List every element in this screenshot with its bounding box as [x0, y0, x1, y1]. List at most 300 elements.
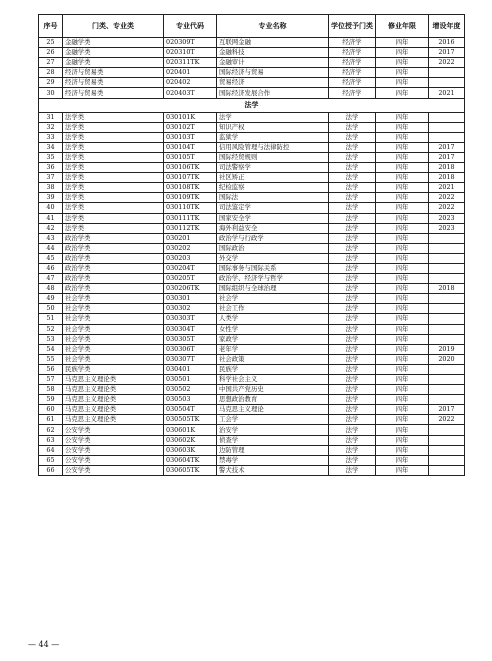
cell-code: 030301	[164, 294, 217, 304]
cell-degree: 法学	[329, 425, 376, 435]
cell-years: 四年	[376, 163, 429, 173]
cell-seq: 28	[39, 68, 63, 78]
cell-added	[429, 455, 465, 465]
cell-category: 公安学类	[63, 435, 164, 445]
header-code: 专业代码	[164, 15, 217, 38]
cell-added: 2022	[429, 193, 465, 203]
cell-degree: 法学	[329, 435, 376, 445]
cell-years: 四年	[376, 233, 429, 243]
cell-degree: 法学	[329, 233, 376, 243]
cell-code: 030109TK	[164, 193, 217, 203]
table-row	[39, 78, 465, 88]
cell-code: 030104T	[164, 142, 217, 152]
table-row	[39, 334, 465, 344]
table-row	[39, 142, 465, 152]
cell-seq: 47	[39, 274, 63, 284]
cell-code: 030306T	[164, 344, 217, 354]
cell-name: 禁毒学	[217, 455, 329, 465]
cell-added	[429, 233, 465, 243]
cell-code: 030102T	[164, 122, 217, 132]
cell-code: 020403T	[164, 88, 217, 98]
cell-degree: 经济学	[329, 78, 376, 88]
cell-added	[429, 132, 465, 142]
cell-name: 工会学	[217, 415, 329, 425]
cell-added: 2023	[429, 223, 465, 233]
cell-seq: 61	[39, 415, 63, 425]
cell-seq: 35	[39, 152, 63, 162]
cell-years: 四年	[376, 435, 429, 445]
cell-years: 四年	[376, 132, 429, 142]
cell-category: 公安学类	[63, 425, 164, 435]
cell-seq: 46	[39, 263, 63, 273]
cell-code: 030111TK	[164, 213, 217, 223]
cell-code: 030107TK	[164, 173, 217, 183]
cell-code: 030303T	[164, 314, 217, 324]
cell-years: 四年	[376, 243, 429, 253]
cell-name: 社会政策	[217, 354, 329, 364]
table-row	[39, 152, 465, 162]
table-row	[39, 385, 465, 395]
cell-degree: 法学	[329, 334, 376, 344]
cell-years: 四年	[376, 152, 429, 162]
cell-seq: 57	[39, 375, 63, 385]
cell-degree: 法学	[329, 122, 376, 132]
cell-name: 国际经贸规则	[217, 152, 329, 162]
cell-added	[429, 68, 465, 78]
cell-degree: 法学	[329, 344, 376, 354]
cell-degree: 法学	[329, 142, 376, 152]
cell-added: 2017	[429, 405, 465, 415]
cell-name: 互联网金融	[217, 38, 329, 48]
cell-name: 金融科技	[217, 48, 329, 58]
table-row	[39, 68, 465, 78]
cell-name: 司法警察学	[217, 163, 329, 173]
cell-category: 法学类	[63, 163, 164, 173]
cell-degree: 法学	[329, 163, 376, 173]
cell-code: 030205T	[164, 274, 217, 284]
cell-degree: 法学	[329, 395, 376, 405]
table-row	[39, 183, 465, 193]
cell-degree: 法学	[329, 385, 376, 395]
cell-years: 四年	[376, 193, 429, 203]
cell-category: 经济与贸易类	[63, 68, 164, 78]
cell-code: 030505TK	[164, 415, 217, 425]
cell-code: 030603K	[164, 445, 217, 455]
cell-degree: 经济学	[329, 48, 376, 58]
cell-name: 侦查学	[217, 435, 329, 445]
cell-category: 金融学类	[63, 48, 164, 58]
cell-added: 2023	[429, 213, 465, 223]
cell-years: 四年	[376, 142, 429, 152]
cell-years: 四年	[376, 364, 429, 374]
cell-name: 家政学	[217, 334, 329, 344]
table-row	[39, 284, 465, 294]
cell-degree: 法学	[329, 415, 376, 425]
cell-added	[429, 445, 465, 455]
table-section	[39, 98, 465, 112]
cell-name: 国际经济与贸易	[217, 68, 329, 78]
cell-years: 四年	[376, 263, 429, 273]
cell-category: 政治学类	[63, 274, 164, 284]
cell-seq: 54	[39, 344, 63, 354]
cell-seq: 60	[39, 405, 63, 415]
cell-code: 020311TK	[164, 58, 217, 68]
cell-code: 030108TK	[164, 183, 217, 193]
cell-seq: 48	[39, 284, 63, 294]
cell-years: 四年	[376, 48, 429, 58]
cell-years: 四年	[376, 173, 429, 183]
cell-code: 030201	[164, 233, 217, 243]
cell-name: 民族学	[217, 364, 329, 374]
cell-years: 四年	[376, 38, 429, 48]
cell-years: 四年	[376, 88, 429, 98]
cell-code: 030112TK	[164, 223, 217, 233]
cell-seq: 51	[39, 314, 63, 324]
cell-added	[429, 243, 465, 253]
table-body-top	[39, 38, 465, 99]
cell-years: 四年	[376, 223, 429, 233]
majors-table	[38, 14, 465, 476]
cell-seq: 50	[39, 304, 63, 314]
cell-code: 030604TK	[164, 455, 217, 465]
cell-category: 法学类	[63, 223, 164, 233]
cell-category: 社会学类	[63, 354, 164, 364]
cell-category: 公安学类	[63, 445, 164, 455]
cell-years: 四年	[376, 405, 429, 415]
cell-years: 四年	[376, 314, 429, 324]
table-row	[39, 445, 465, 455]
cell-degree: 法学	[329, 193, 376, 203]
cell-name: 国际组织与全球治理	[217, 284, 329, 294]
cell-years: 四年	[376, 304, 429, 314]
header-added: 增设年度	[429, 15, 465, 38]
cell-name: 外交学	[217, 253, 329, 263]
cell-seq: 41	[39, 213, 63, 223]
cell-category: 经济与贸易类	[63, 78, 164, 88]
table-row	[39, 163, 465, 173]
cell-category: 马克思主义理论类	[63, 415, 164, 425]
table-row	[39, 203, 465, 213]
table-row	[39, 132, 465, 142]
table-row	[39, 375, 465, 385]
cell-name: 贸易经济	[217, 78, 329, 88]
cell-name: 治安学	[217, 425, 329, 435]
cell-seq: 25	[39, 38, 63, 48]
cell-category: 社会学类	[63, 324, 164, 334]
cell-code: 030304T	[164, 324, 217, 334]
cell-added	[429, 465, 465, 475]
cell-name: 国家安全学	[217, 213, 329, 223]
cell-category: 法学类	[63, 173, 164, 183]
cell-name: 科学社会主义	[217, 375, 329, 385]
table-row	[39, 243, 465, 253]
cell-degree: 法学	[329, 213, 376, 223]
cell-degree: 法学	[329, 183, 376, 193]
cell-added: 2017	[429, 142, 465, 152]
cell-category: 马克思主义理论类	[63, 405, 164, 415]
table-row	[39, 344, 465, 354]
cell-name: 中国共产党历史	[217, 385, 329, 395]
cell-degree: 法学	[329, 445, 376, 455]
cell-seq: 43	[39, 233, 63, 243]
table-row	[39, 213, 465, 223]
cell-name: 纪检监察	[217, 183, 329, 193]
table-row	[39, 304, 465, 314]
cell-name: 知识产权	[217, 122, 329, 132]
table-row	[39, 415, 465, 425]
header-years: 修业年限	[376, 15, 429, 38]
cell-code: 030307T	[164, 354, 217, 364]
cell-years: 四年	[376, 324, 429, 334]
cell-degree: 法学	[329, 364, 376, 374]
cell-category: 政治学类	[63, 263, 164, 273]
table-row	[39, 354, 465, 364]
table-row	[39, 314, 465, 324]
cell-added	[429, 78, 465, 88]
cell-seq: 44	[39, 243, 63, 253]
table-row	[39, 193, 465, 203]
cell-code: 030401	[164, 364, 217, 374]
cell-code: 030101K	[164, 112, 217, 122]
cell-name: 国际经济发展合作	[217, 88, 329, 98]
table-row	[39, 223, 465, 233]
cell-category: 金融学类	[63, 38, 164, 48]
cell-seq: 27	[39, 58, 63, 68]
cell-code: 030302	[164, 304, 217, 314]
cell-years: 四年	[376, 455, 429, 465]
table-row	[39, 48, 465, 58]
cell-added	[429, 253, 465, 263]
cell-seq: 42	[39, 223, 63, 233]
section-row	[39, 98, 465, 112]
cell-years: 四年	[376, 354, 429, 364]
cell-added: 2018	[429, 163, 465, 173]
cell-name: 老年学	[217, 344, 329, 354]
header-category: 门类、专业类	[63, 15, 164, 38]
cell-degree: 经济学	[329, 38, 376, 48]
cell-seq: 30	[39, 88, 63, 98]
cell-years: 四年	[376, 284, 429, 294]
cell-years: 四年	[376, 68, 429, 78]
cell-seq: 26	[39, 48, 63, 58]
cell-years: 四年	[376, 122, 429, 132]
cell-name: 监狱学	[217, 132, 329, 142]
table-row	[39, 173, 465, 183]
cell-seq: 37	[39, 173, 63, 183]
cell-name: 警犬技术	[217, 465, 329, 475]
table-row	[39, 88, 465, 98]
cell-name: 国际法	[217, 193, 329, 203]
cell-name: 国际事务与国际关系	[217, 263, 329, 273]
cell-years: 四年	[376, 334, 429, 344]
table-row	[39, 294, 465, 304]
cell-added	[429, 435, 465, 445]
cell-added	[429, 334, 465, 344]
page-number: — 44 —	[28, 640, 60, 649]
table-row	[39, 274, 465, 284]
cell-added	[429, 324, 465, 334]
cell-seq: 63	[39, 435, 63, 445]
cell-category: 社会学类	[63, 294, 164, 304]
cell-category: 马克思主义理论类	[63, 395, 164, 405]
cell-degree: 法学	[329, 203, 376, 213]
header-seq: 序号	[39, 15, 63, 38]
cell-degree: 经济学	[329, 68, 376, 78]
cell-code: 030602K	[164, 435, 217, 445]
cell-category: 社会学类	[63, 314, 164, 324]
cell-seq: 59	[39, 395, 63, 405]
cell-degree: 法学	[329, 132, 376, 142]
cell-degree: 法学	[329, 354, 376, 364]
cell-added	[429, 304, 465, 314]
cell-code: 020309T	[164, 38, 217, 48]
cell-name: 法学	[217, 112, 329, 122]
cell-category: 法学类	[63, 203, 164, 213]
cell-name: 金融审计	[217, 58, 329, 68]
cell-added: 2022	[429, 415, 465, 425]
table-row	[39, 364, 465, 374]
table-row	[39, 435, 465, 445]
cell-added	[429, 274, 465, 284]
cell-degree: 法学	[329, 455, 376, 465]
cell-added	[429, 122, 465, 132]
cell-name: 政治学与行政学	[217, 233, 329, 243]
cell-name: 司法鉴定学	[217, 203, 329, 213]
cell-years: 四年	[376, 112, 429, 122]
cell-seq: 33	[39, 132, 63, 142]
cell-seq: 31	[39, 112, 63, 122]
cell-seq: 40	[39, 203, 63, 213]
cell-category: 政治学类	[63, 253, 164, 263]
cell-seq: 34	[39, 142, 63, 152]
cell-added: 2021	[429, 88, 465, 98]
cell-code: 030605TK	[164, 465, 217, 475]
cell-degree: 法学	[329, 294, 376, 304]
table-row	[39, 455, 465, 465]
cell-years: 四年	[376, 425, 429, 435]
cell-degree: 法学	[329, 314, 376, 324]
cell-category: 马克思主义理论类	[63, 375, 164, 385]
cell-degree: 法学	[329, 465, 376, 475]
cell-category: 法学类	[63, 142, 164, 152]
cell-category: 政治学类	[63, 243, 164, 253]
cell-code: 030502	[164, 385, 217, 395]
cell-code: 030105T	[164, 152, 217, 162]
cell-years: 四年	[376, 385, 429, 395]
cell-code: 030206TK	[164, 284, 217, 294]
table-row	[39, 425, 465, 435]
cell-name: 人类学	[217, 314, 329, 324]
table-row	[39, 405, 465, 415]
cell-years: 四年	[376, 395, 429, 405]
table-row	[39, 122, 465, 132]
table-row	[39, 112, 465, 122]
cell-category: 金融学类	[63, 58, 164, 68]
cell-degree: 法学	[329, 263, 376, 273]
cell-years: 四年	[376, 445, 429, 455]
cell-added: 2016	[429, 38, 465, 48]
cell-name: 社会学	[217, 294, 329, 304]
cell-years: 四年	[376, 58, 429, 68]
cell-category: 社会学类	[63, 304, 164, 314]
table-row	[39, 263, 465, 273]
cell-code: 030203	[164, 253, 217, 263]
cell-added	[429, 395, 465, 405]
cell-degree: 法学	[329, 304, 376, 314]
cell-added: 2021	[429, 183, 465, 193]
cell-category: 公安学类	[63, 465, 164, 475]
cell-added: 2018	[429, 173, 465, 183]
cell-years: 四年	[376, 253, 429, 263]
cell-years: 四年	[376, 213, 429, 223]
cell-name: 马克思主义理论	[217, 405, 329, 415]
cell-seq: 66	[39, 465, 63, 475]
cell-code: 030202	[164, 243, 217, 253]
cell-category: 民族学类	[63, 364, 164, 374]
cell-added	[429, 294, 465, 304]
cell-category: 马克思主义理论类	[63, 385, 164, 395]
cell-name: 信用风险管理与法律防控	[217, 142, 329, 152]
cell-code: 020310T	[164, 48, 217, 58]
table-row	[39, 465, 465, 475]
cell-code: 030103T	[164, 132, 217, 142]
cell-category: 法学类	[63, 183, 164, 193]
table-row	[39, 233, 465, 243]
table-row	[39, 253, 465, 263]
cell-degree: 法学	[329, 112, 376, 122]
cell-category: 法学类	[63, 112, 164, 122]
cell-code: 020402	[164, 78, 217, 88]
cell-added	[429, 375, 465, 385]
cell-seq: 52	[39, 324, 63, 334]
table-row	[39, 58, 465, 68]
cell-name: 海外利益安全	[217, 223, 329, 233]
cell-degree: 经济学	[329, 58, 376, 68]
cell-years: 四年	[376, 375, 429, 385]
cell-name: 社会工作	[217, 304, 329, 314]
cell-years: 四年	[376, 344, 429, 354]
cell-code: 030106TK	[164, 163, 217, 173]
cell-years: 四年	[376, 78, 429, 88]
cell-added: 2017	[429, 152, 465, 162]
cell-code: 020401	[164, 68, 217, 78]
cell-code: 030504T	[164, 405, 217, 415]
cell-seq: 56	[39, 364, 63, 374]
cell-added	[429, 364, 465, 374]
cell-seq: 53	[39, 334, 63, 344]
cell-years: 四年	[376, 415, 429, 425]
cell-degree: 法学	[329, 324, 376, 334]
cell-code: 030503	[164, 395, 217, 405]
cell-degree: 法学	[329, 253, 376, 263]
cell-degree: 法学	[329, 284, 376, 294]
cell-category: 经济与贸易类	[63, 88, 164, 98]
cell-degree: 法学	[329, 173, 376, 183]
cell-category: 政治学类	[63, 233, 164, 243]
cell-category: 法学类	[63, 132, 164, 142]
cell-seq: 39	[39, 193, 63, 203]
cell-name: 社区矫正	[217, 173, 329, 183]
cell-seq: 62	[39, 425, 63, 435]
cell-seq: 64	[39, 445, 63, 455]
header-name: 专业名称	[217, 15, 329, 38]
table-row	[39, 324, 465, 334]
cell-code: 030601K	[164, 425, 217, 435]
cell-added: 2018	[429, 284, 465, 294]
cell-added	[429, 425, 465, 435]
cell-added	[429, 263, 465, 273]
cell-years: 四年	[376, 183, 429, 193]
